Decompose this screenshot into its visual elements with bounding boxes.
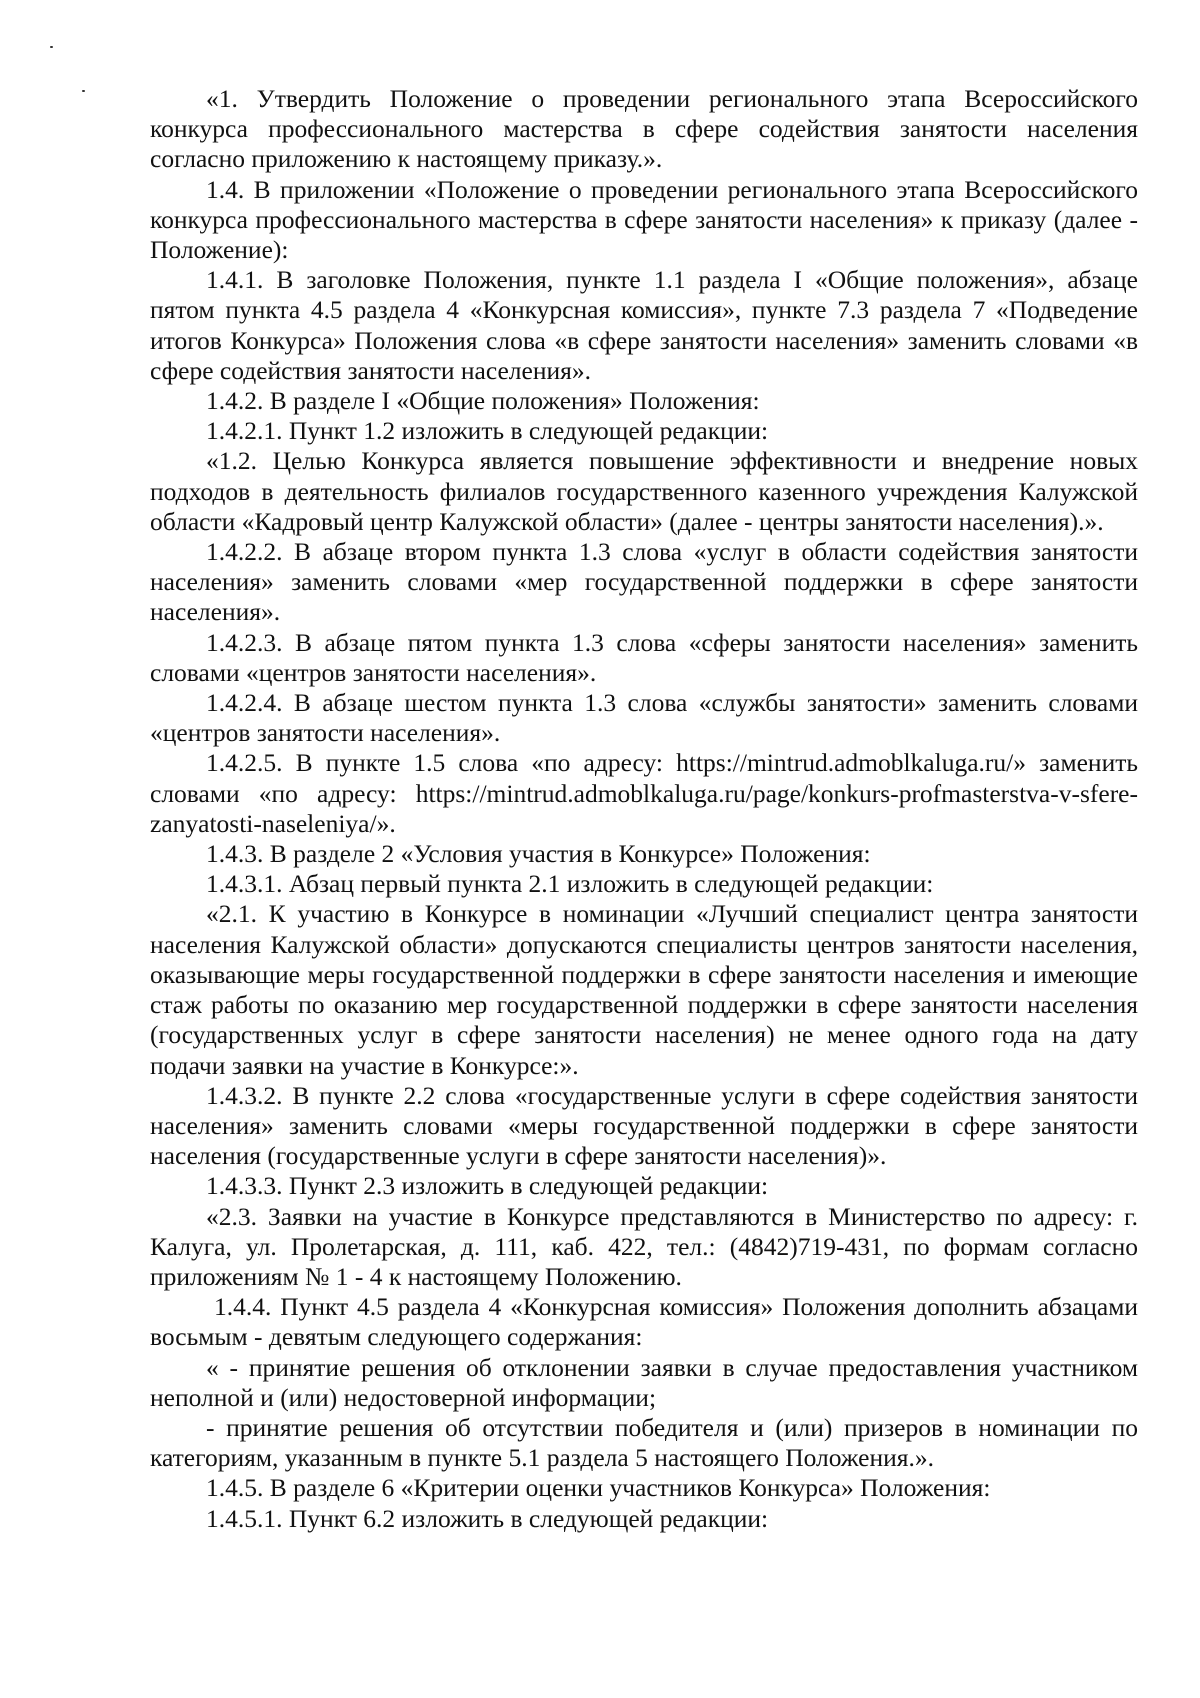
paragraph: 1.4.5. В разделе 6 «Критерии оценки участников Конкурса» Положения: bbox=[206, 1473, 991, 1503]
paragraph: «2.3. Заявки на участие в Конкурсе представляются в Министерство по адресу: г. Калуга, ул. Пролетарская, д. 111, каб. 422, тел.: (4842)719-431, по формам согласно приложениям № 1 - 4 к настоящему Положению. bbox=[150, 1201, 1138, 1291]
paragraph: 1.4.3. В разделе 2 «Условия участия в Конкурсе» Положения: bbox=[206, 839, 871, 869]
paragraph: 1.4.2.1. Пункт 1.2 изложить в следующей редакции: bbox=[206, 416, 769, 446]
paragraph: - принятие решения об отсутствии победителя и (или) призеров в номинации по категориям, указанным в пункте 5.1 раздела 5 настоящего Положения.». bbox=[150, 1412, 1138, 1473]
scan-speck bbox=[50, 46, 53, 48]
paragraph: 1.4.2.4. В абзаце шестом пункта 1.3 слова «службы занятости» заменить словами «центров занятости населения». bbox=[150, 688, 1138, 748]
paragraph: 1.4.5.1. Пункт 6.2 изложить в следующей редакции: bbox=[206, 1503, 769, 1533]
paragraph: 1.4. В приложении «Положение о проведении регионального этапа Всероссийского конкурса профессионального мастерства в сфере занятости населения» к приказу (далее - Положение): bbox=[150, 174, 1138, 265]
paragraph: 1.4.2.5. В пункте 1.5 слова «по адресу: https://mintrud.admoblkaluga.ru/» заменить словами «по адресу: https://mintrud.admoblkaluga.ru/page/konkurs-profmasterstva-v-sfere-zanyatosti-naseleniya/». bbox=[150, 748, 1138, 838]
scan-speck bbox=[82, 90, 85, 92]
document-body bbox=[150, 84, 1138, 1534]
paragraph: 1.4.2.2. В абзаце втором пункта 1.3 слова «услуг в области содействия занятости населения» заменить словами «мер государственной поддержки в сфере занятости населения». bbox=[150, 537, 1138, 627]
paragraph: «2.1. К участию в Конкурсе в номинации «Лучший специалист центра занятости населения Калужской области» допускаются специалисты центров занятости населения, оказывающие меры государственной поддержки в сфере занятости населения и имеющие стаж работы по оказанию мер государственной поддержки в сфере занятости населения (государственных услуг в сфере занятости населения) не менее одного года на дату подачи заявки на участие в Конкурсе:». bbox=[150, 899, 1138, 1080]
paragraph: « - принятие решения об отклонении заявки в случае предоставления участником неполной и (или) недостоверной информации; bbox=[150, 1352, 1138, 1412]
paragraph: «1. Утвердить Положение о проведении регионального этапа Всероссийского конкурса профессионального мастерства в сфере содействия занятости населения согласно приложению к настоящему приказу.». bbox=[150, 84, 1138, 174]
paragraph: 1.4.2.3. В абзаце пятом пункта 1.3 слова «сферы занятости населения» заменить словами «центров занятости населения». bbox=[150, 627, 1138, 687]
paragraph: 1.4.3.1. Абзац первый пункта 2.1 изложить в следующей редакции: bbox=[206, 869, 934, 899]
paragraph: 1.4.4. Пункт 4.5 раздела 4 «Конкурсная комиссия» Положения дополнить абзацами восьмым - девятым следующего содержания: bbox=[150, 1292, 1138, 1352]
paragraph: 1.4.2. В разделе I «Общие положения» Положения: bbox=[206, 386, 760, 416]
paragraph: 1.4.3.2. В пункте 2.2 слова «государственные услуги в сфере содействия занятости населения» заменить словами «меры государственной поддержки в сфере занятости населения (государственные услуги в сфере занятости населения)». bbox=[150, 1080, 1138, 1171]
paragraph: «1.2. Целью Конкурса является повышение эффективности и внедрение новых подходов в деятельность филиалов государственного казенного учреждения Калужской области «Кадровый центр Калужской области» (далее - центры занятости населения).». bbox=[150, 446, 1138, 536]
paragraph: 1.4.3.3. Пункт 2.3 изложить в следующей редакции: bbox=[206, 1171, 769, 1201]
paragraph: 1.4.1. В заголовке Положения, пункте 1.1 раздела I «Общие положения», абзаце пятом пункта 4.5 раздела 4 «Конкурсная комиссия», пункте 7.3 раздела 7 «Подведение итогов Конкурса» Положения слова «в сфере занятости населения» заменить словами «в сфере содействия занятости населения». bbox=[150, 265, 1138, 385]
